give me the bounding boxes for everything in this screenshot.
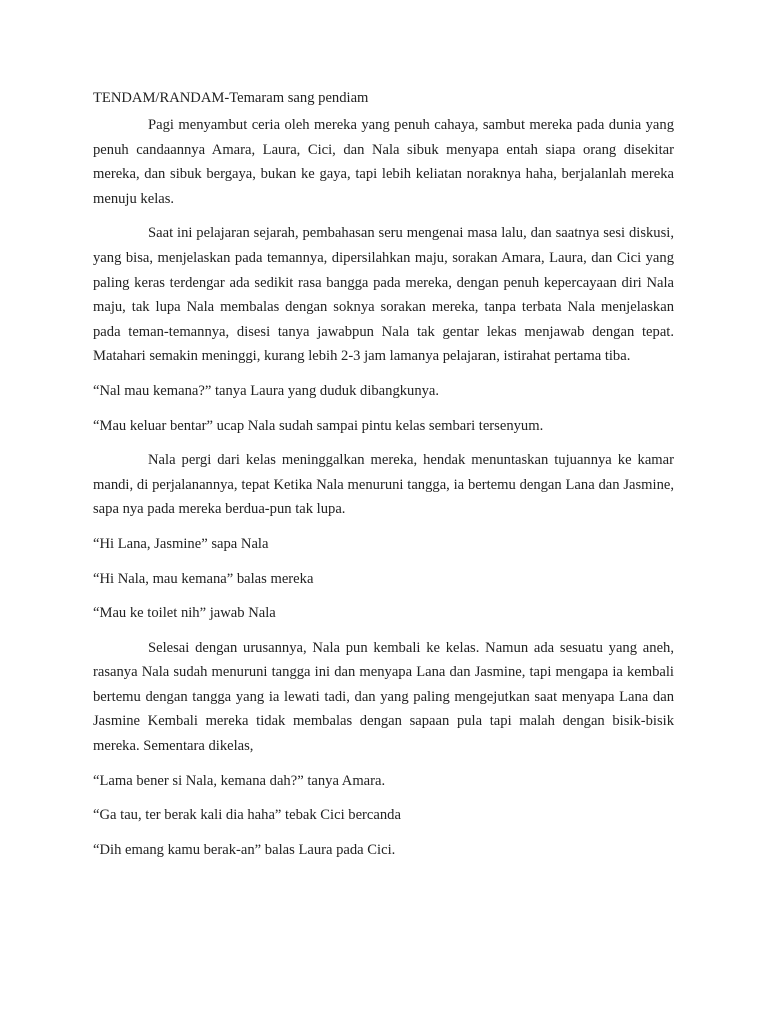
dialog-line: “Ga tau, ter berak kali dia haha” tebak Cici bercanda bbox=[93, 807, 401, 824]
paragraph: Saat ini pelajaran sejarah, pembahasan seru mengenai masa lalu, dan saatnya sesi diskusi, yang bisa, menjelaskan pada temannya, dipersilahkan maju, sorakan Amara, Laura, dan Cici yang paling keras terdengar ada sedikit rasa bangga pada mereka, dengan penuh kepercayaan diri Nala maju, tak lupa Nala membalas dengan soknya sorakan mereka, tanpa terbata Nala menjelaskan pada teman-temannya, disesi tanya jawabpun Nala tak gentar lekas menjawab dengan tepat. Matahari semakin meninggi, kurang lebih 2-3 jam lamanya pelajaran, istirahat pertama tiba. bbox=[93, 225, 674, 365]
paragraph: Pagi menyambut ceria oleh mereka yang penuh cahaya, sambut mereka pada dunia yang penuh candaannya Amara, Laura, Cici, dan Nala sibuk menyapa entah siapa orang disekitar mereka, dan sibuk bergaya, bukan ke gaya, tapi lebih keliatan noraknya haha, berjalanlah mereka menuju kelas. bbox=[93, 117, 674, 207]
dialog-line: “Hi Nala, mau kemana” balas mereka bbox=[93, 570, 314, 587]
dialog-line: “Nal mau kemana?” tanya Laura yang duduk dibangkunya. bbox=[93, 382, 440, 399]
dialog-line: “Mau keluar bentar” ucap Nala sudah sampai pintu kelas sembari tersenyum. bbox=[93, 417, 544, 434]
dialog-line: “Mau ke toilet nih” jawab Nala bbox=[93, 605, 276, 622]
dialog-line: “Dih emang kamu berak-an” balas Laura pada Cici. bbox=[93, 841, 396, 858]
paragraph: Selesai dengan urusannya, Nala pun kembali ke kelas. Namun ada sesuatu yang aneh, rasanya Nala sudah menuruni tangga ini dan menyapa Lana dan Jasmine, tapi mengapa ia kembali bertemu dengan tangga yang ia lewati tadi, dan yang paling mengejutkan saat menyapa Lana dan Jasmine Kembali mereka tidak membalas dengan sapaan pula tapi malah dengan bisik-bisik mereka. Sementara dikelas, bbox=[93, 639, 674, 755]
document-title: TENDAM/RANDAM-Temaram sang pendiam bbox=[93, 90, 369, 106]
dialog-line: “Hi Lana, Jasmine” sapa Nala bbox=[93, 535, 269, 552]
document-body bbox=[93, 88, 674, 872]
dialog-line: “Lama bener si Nala, kemana dah?” tanya Amara. bbox=[93, 772, 386, 789]
paragraph: Nala pergi dari kelas meninggalkan mereka, hendak menuntaskan tujuannya ke kamar mandi, di perjalanannya, tepat Ketika Nala menuruni tangga, ia bertemu dengan Lana dan Jasmine, sapa nya pada mereka berdua-pun tak lupa. bbox=[93, 452, 674, 518]
